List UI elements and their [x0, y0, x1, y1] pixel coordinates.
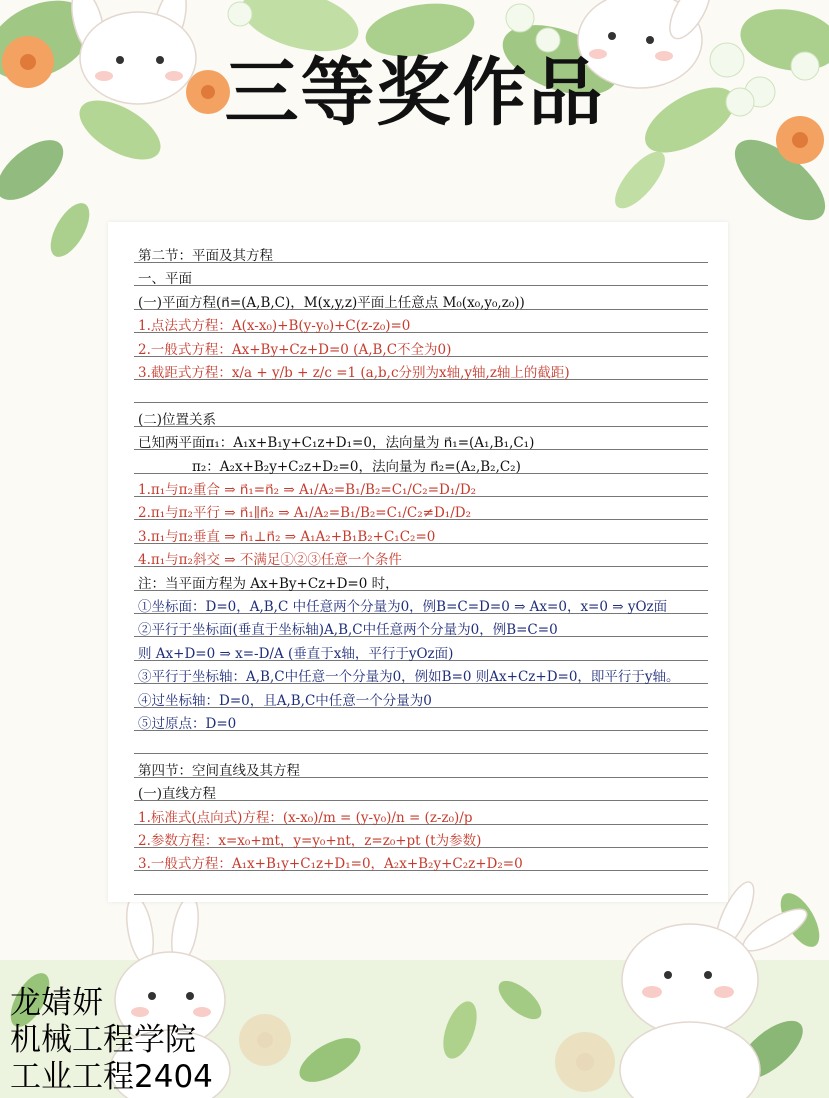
- note-line: 已知两平面π₁：A₁x+B₁y+C₁z+D₁=0，法向量为 n⃗₁=(A₁,B₁,C₁): [138, 435, 535, 452]
- note-line: 一、平面: [138, 271, 192, 288]
- note-line: 4.π₁与π₂斜交 ⇒ 不满足①②③任意一个条件: [138, 552, 402, 569]
- note-line: 第四节：空间直线及其方程: [138, 762, 300, 779]
- note-line: ①坐标面：D=0，A,B,C 中任意两个分量为0，例B=C=D=0 ⇒ Ax=0，x=0 ⇒ yOz面: [138, 599, 668, 615]
- note-line: ④过坐标轴：D=0，且A,B,C中任意一个分量为0: [138, 692, 432, 709]
- author-class: 工业工程2404: [10, 1059, 213, 1095]
- note-line: (一)平面方程(n⃗=(A,B,C)，M(x,y,z)平面上任意点 M₀(x₀,y₀,z₀)): [138, 294, 525, 311]
- ruled-line: [134, 426, 708, 427]
- author-name: 龙婧妍: [10, 985, 103, 1021]
- note-line: 1.标准式(点向式)方程：(x-x₀)/m = (y-y₀)/n = (z-z₀)/p: [138, 809, 473, 826]
- note-line: (一)直线方程: [138, 786, 217, 803]
- note-line: 1.π₁与π₂重合 ⇒ n⃗₁=n⃗₂ ⇒ A₁/A₂=B₁/B₂=C₁/C₂=D₁/D₂: [138, 482, 477, 498]
- note-line: 3.一般式方程：A₁x+B₁y+C₁z+D₁=0，A₂x+B₂y+C₂z+D₂=0: [138, 856, 523, 873]
- note-line: 2.一般式方程：Ax+By+Cz+D=0 (A,B,C不全为0): [138, 341, 452, 358]
- note-line: 第二节：平面及其方程: [138, 248, 273, 264]
- note-line: (二)位置关系: [138, 411, 217, 428]
- ruled-line: [134, 894, 708, 895]
- note-line: ②平行于坐标面(垂直于坐标轴)A,B,C中任意两个分量为0，例B=C=0: [138, 622, 558, 639]
- note-line: 注：当平面方程为 Ax+By+Cz+D=0 时，: [138, 575, 399, 592]
- note-line: 3.截距式方程：x/a + y/b + z/c =1 (a,b,c分别为x轴,y轴,z轴上的截距): [138, 365, 570, 381]
- ruled-line: [134, 753, 708, 754]
- note-line: 3.π₁与π₂垂直 ⇒ n⃗₁⊥n⃗₂ ⇒ A₁A₂+B₁B₂+C₁C₂=0: [138, 528, 436, 545]
- note-line: 1.点法式方程：A(x-x₀)+B(y-y₀)+C(z-z₀)=0: [138, 318, 411, 335]
- page-title: 三等奖作品: [224, 50, 605, 136]
- note-line: 2.π₁与π₂平行 ⇒ n⃗₁∥n⃗₂ ⇒ A₁/A₂=B₁/B₂=C₁/C₂≠D₁/D₂: [138, 505, 471, 522]
- ruled-line: [134, 402, 708, 403]
- note-line: 则 Ax+D=0 ⇒ x=-D/A (垂直于x轴，平行于yOz面): [138, 645, 454, 662]
- ruled-line: [134, 800, 708, 801]
- note-line: 2.参数方程：x=x₀+mt，y=y₀+nt，z=z₀+pt (t为参数): [138, 833, 482, 849]
- note-line: π₂：A₂x+B₂y+C₂z+D₂=0，法向量为 n⃗₂=(A₂,B₂,C₂): [138, 458, 521, 475]
- author-signature: [10, 985, 213, 1096]
- note-line: ③平行于坐标轴：A,B,C中任意一个分量为0，例如B=0 则Ax+Cz+D=0，即平行于y轴。: [138, 669, 680, 686]
- note-line: ⑤过原点：D=0: [138, 716, 237, 732]
- ruled-line: [134, 285, 708, 286]
- author-school: 机械工程学院: [10, 1022, 196, 1058]
- notebook-page: [108, 222, 728, 902]
